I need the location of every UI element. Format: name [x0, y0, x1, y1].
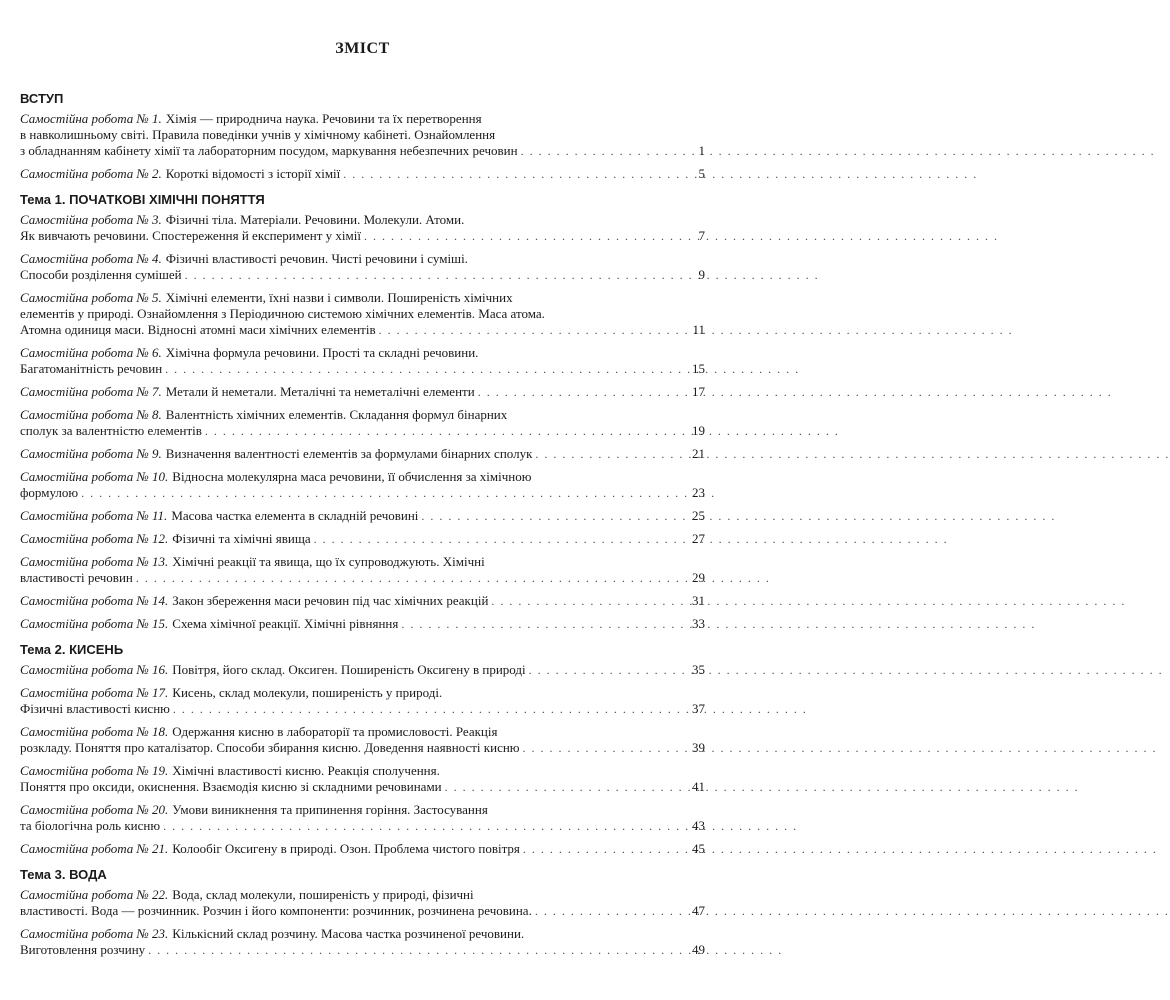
entry-text: Виготовлення розчину: [20, 942, 146, 957]
dot-leader: [205, 423, 686, 439]
entry-line: [20, 616, 705, 632]
entry-text: Визначення валентності елементів за формулами бінарних сполук: [165, 446, 533, 461]
entry-label: Самостійна робота № 18.: [20, 724, 169, 739]
entry-line: [20, 423, 705, 439]
entry-line: [20, 111, 705, 127]
toc-section: [20, 91, 705, 182]
entry-text: Метали й неметали. Металічні та неметалічні елементи: [165, 384, 475, 399]
page-number: 17: [692, 384, 705, 399]
entry-text: розкладу. Поняття про каталізатор. Способи збирання кисню. Доведення наявності кисню: [20, 740, 520, 755]
entry-line: [20, 887, 705, 903]
entry-line: [20, 469, 705, 485]
entry-text: Колообіг Оксигену в природі. Озон. Проблема чистого повітря: [172, 841, 520, 856]
entry-label: Самостійна робота № 21.: [20, 841, 169, 856]
dot-leader: [491, 593, 686, 609]
toc-section: [20, 642, 705, 857]
entry-text: Хімічні реакції та явища, що їх супроводжують. Хімічні: [172, 554, 485, 569]
entry-line: [20, 554, 705, 570]
entry-text: Умови виникнення та припинення горіння. Застосування: [172, 802, 488, 817]
entry-text: Одержання кисню в лабораторії та промисловості. Реакція: [172, 724, 498, 739]
toc-body: [20, 91, 705, 958]
entry-text: Відносна молекулярна маса речовини, її обчислення за хімічною: [172, 469, 532, 484]
entry-line: [20, 779, 705, 795]
dot-leader: [535, 446, 686, 462]
entry-label: Самостійна робота № 5.: [20, 290, 162, 305]
page-number: 43: [692, 818, 705, 833]
entry-text: Атомна одиниця маси. Відносні атомні маси хімічних елементів: [20, 322, 376, 337]
entry-line: [20, 446, 705, 462]
section-heading: ВСТУП: [20, 91, 64, 106]
page-number: 11: [692, 322, 705, 337]
entry-label: Самостійна робота № 20.: [20, 802, 169, 817]
page-number: 7: [698, 228, 705, 243]
toc-section: [20, 867, 705, 958]
page-number: 49: [692, 942, 705, 957]
entry-text: Повітря, його склад. Оксиген. Поширеність Оксигену в природі: [172, 662, 526, 677]
entry-line: [20, 593, 705, 609]
entry-label: Самостійна робота № 7.: [20, 384, 162, 399]
entry-text: Закон збереження маси речовин під час хімічних реакцій: [172, 593, 489, 608]
entry-line: [20, 127, 705, 143]
toc-entry: [20, 446, 705, 462]
entry-text: з обладнанням кабінету хімії та лабораторним посудом, маркування небезпечних речовин: [20, 143, 518, 158]
entry-text: Валентність хімічних елементів. Складання формул бінарних: [165, 407, 508, 422]
toc-entry: [20, 508, 705, 524]
entry-label: Самостійна робота № 12.: [20, 531, 169, 546]
page-number: 47: [692, 903, 705, 918]
entry-label: Самостійна робота № 3.: [20, 212, 162, 227]
page-number: 19: [692, 423, 705, 438]
toc-entry: [20, 554, 705, 586]
dot-leader: [148, 942, 686, 958]
dot-leader: [445, 779, 686, 795]
entry-line: [20, 267, 705, 283]
dot-leader: [523, 740, 686, 756]
entry-line: [20, 685, 705, 701]
entry-text: формулою: [20, 485, 79, 500]
entry-line: [20, 818, 705, 834]
entry-line: [20, 570, 705, 586]
section-heading: Тема 2. КИСЕНЬ: [20, 642, 124, 657]
toc-section: [20, 192, 705, 632]
page-number: 21: [692, 446, 705, 461]
entry-label: Самостійна робота № 19.: [20, 763, 169, 778]
toc-entry: [20, 166, 705, 182]
dot-leader: [478, 384, 686, 400]
entry-text: Багатоманітність речовин: [20, 361, 163, 376]
page-number: 25: [692, 508, 705, 523]
dot-leader: [163, 818, 686, 834]
entry-label: Самостійна робота № 13.: [20, 554, 169, 569]
page-number: 39: [692, 740, 705, 755]
toc-entry: [20, 926, 705, 958]
entry-label: Самостійна робота № 10.: [20, 469, 169, 484]
toc-entry: [20, 802, 705, 834]
dot-leader: [314, 531, 686, 547]
page-number: 29: [692, 570, 705, 585]
entry-label: Самостійна робота № 1.: [20, 111, 162, 126]
entry-text: Фізичні властивості речовин. Чисті речовини і суміші.: [165, 251, 468, 266]
entry-text: Кількісний склад розчину. Масова частка розчиненої речовини.: [172, 926, 525, 941]
entry-text: властивості речовин: [20, 570, 133, 585]
entry-line: [20, 228, 705, 244]
entry-text: Фізичні та хімічні явища: [172, 531, 311, 546]
dot-leader: [535, 903, 686, 919]
entry-line: [20, 942, 705, 958]
entry-line: [20, 384, 705, 400]
entry-label: Самостійна робота № 22.: [20, 887, 169, 902]
entry-text: Вода, склад молекули, поширеність у природі, фізичні: [172, 887, 474, 902]
entry-line: [20, 485, 705, 501]
page-number: 1: [698, 143, 705, 158]
entry-text: Способи розділення сумішей: [20, 267, 182, 282]
toc-entry: [20, 887, 705, 919]
entry-line: [20, 531, 705, 547]
toc-entry: [20, 593, 705, 609]
dot-leader: [81, 485, 686, 501]
entry-line: [20, 212, 705, 228]
entry-text: Кисень, склад молекули, поширеність у природі.: [172, 685, 443, 700]
entry-line: [20, 290, 705, 306]
page-number: 23: [692, 485, 705, 500]
entry-line: [20, 662, 705, 678]
page-number: 37: [692, 701, 705, 716]
entry-line: [20, 166, 705, 182]
entry-text: Фізичні тіла. Матеріали. Речовини. Молекули. Атоми.: [165, 212, 465, 227]
entry-text: Схема хімічної реакції. Хімічні рівняння: [172, 616, 399, 631]
entry-line: [20, 251, 705, 267]
toc-entry: [20, 763, 705, 795]
entry-line: [20, 740, 705, 756]
entry-label: Самостійна робота № 23.: [20, 926, 169, 941]
page-number: 35: [692, 662, 705, 677]
entry-label: Самостійна робота № 6.: [20, 345, 162, 360]
dot-leader: [343, 166, 686, 182]
entry-line: [20, 508, 705, 524]
entry-text: Хімічні властивості кисню. Реакція сполучення.: [172, 763, 440, 778]
dot-leader: [165, 361, 686, 377]
page-number: 9: [698, 267, 705, 282]
page-number: 31: [692, 593, 705, 608]
dot-leader: [364, 228, 686, 244]
dot-leader: [185, 267, 686, 283]
dot-leader: [401, 616, 686, 632]
toc-entry: [20, 531, 705, 547]
entry-label: Самостійна робота № 15.: [20, 616, 169, 631]
entry-line: [20, 841, 705, 857]
dot-leader: [523, 841, 686, 857]
page-number: 41: [692, 779, 705, 794]
entry-label: Самостійна робота № 4.: [20, 251, 162, 266]
dot-leader: [529, 662, 686, 678]
entry-text: Як вивчають речовини. Спостереження й експеримент у хімії: [20, 228, 361, 243]
entry-text: сполук за валентністю елементів: [20, 423, 202, 438]
dot-leader: [136, 570, 686, 586]
toc-entry: [20, 251, 705, 283]
entry-line: [20, 322, 705, 338]
entry-line: [20, 306, 705, 322]
entry-line: [20, 763, 705, 779]
toc-entry: [20, 212, 705, 244]
entry-line: [20, 407, 705, 423]
page-number: 33: [692, 616, 705, 631]
entry-label: Самостійна робота № 11.: [20, 508, 168, 523]
page-number: 45: [692, 841, 705, 856]
entry-text: Поняття про оксиди, окиснення. Взаємодія кисню зі складними речовинами: [20, 779, 442, 794]
section-heading: Тема 1. ПОЧАТКОВІ ХІМІЧНІ ПОНЯТТЯ: [20, 192, 265, 207]
entry-line: [20, 701, 705, 717]
toc-entry: [20, 469, 705, 501]
page-number: 27: [692, 531, 705, 546]
toc-entry: [20, 384, 705, 400]
entry-label: Самостійна робота № 8.: [20, 407, 162, 422]
entry-label: Самостійна робота № 2.: [20, 166, 162, 181]
entry-line: [20, 143, 705, 159]
page-title: ЗМІСТ: [335, 40, 390, 57]
dot-leader: [173, 701, 686, 717]
toc-entry: [20, 407, 705, 439]
toc-entry: [20, 616, 705, 632]
entry-text: Хімія — природнича наука. Речовини та їх перетворення: [165, 111, 482, 126]
dot-leader: [521, 143, 686, 159]
entry-line: [20, 361, 705, 377]
entry-label: Самостійна робота № 16.: [20, 662, 169, 677]
entry-text: Масова частка елемента в складній речовині: [171, 508, 419, 523]
toc-entry: [20, 345, 705, 377]
entry-label: Самостійна робота № 17.: [20, 685, 169, 700]
entry-text: елементів у природі. Ознайомлення з Періодичною системою хімічних елементів. Маса атома.: [20, 306, 545, 321]
entry-line: [20, 345, 705, 361]
toc-entry: [20, 841, 705, 857]
dot-leader: [379, 322, 686, 338]
page-number: 5: [698, 166, 705, 181]
entry-text: та біологічна роль кисню: [20, 818, 161, 833]
entry-label: Самостійна робота № 9.: [20, 446, 162, 461]
entry-text: Хімічні елементи, їхні назви і символи. Поширеність хімічних: [165, 290, 513, 305]
entry-text: Короткі відомості з історії хімії: [165, 166, 341, 181]
toc-entry: [20, 111, 705, 159]
entry-line: [20, 926, 705, 942]
toc-entry: [20, 685, 705, 717]
toc-entry: [20, 724, 705, 756]
entry-text: Хімічна формула речовини. Прості та складні речовини.: [165, 345, 479, 360]
dot-leader: [421, 508, 686, 524]
entry-text: властивості. Вода — розчинник. Розчин і його компоненти: розчинник, розчинена речовина.: [20, 903, 532, 918]
entry-line: [20, 802, 705, 818]
entry-line: [20, 724, 705, 740]
toc-entry: [20, 662, 705, 678]
entry-text: Фізичні властивості кисню: [20, 701, 170, 716]
entry-label: Самостійна робота № 14.: [20, 593, 169, 608]
entry-line: [20, 903, 705, 919]
entry-text: в навколишньому світі. Правила поведінки учнів у хімічному кабінеті. Ознайомлення: [20, 127, 496, 142]
section-heading: Тема 3. ВОДА: [20, 867, 107, 882]
page-number: 15: [692, 361, 705, 376]
toc-entry: [20, 290, 705, 338]
